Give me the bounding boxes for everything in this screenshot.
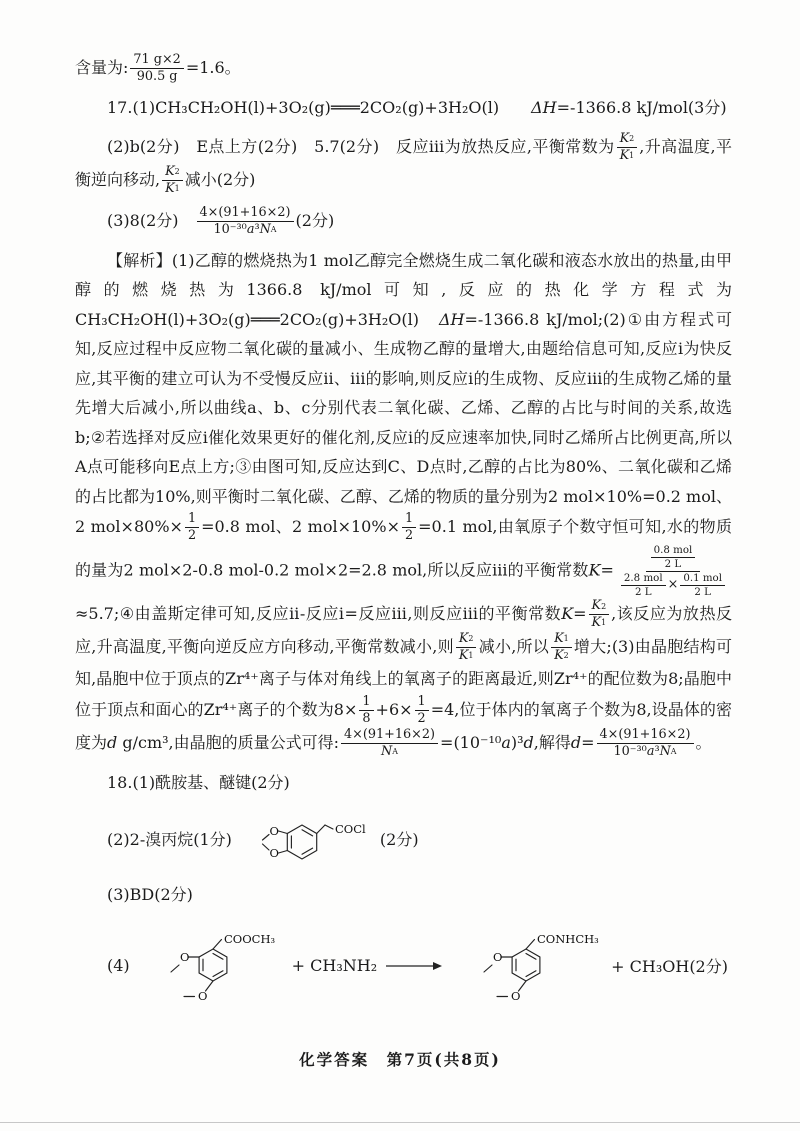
methyl-stub [484,965,492,972]
q18-answer-4-row [75,920,732,1012]
q18-answer-4-reagent: + CH₃NH₂ [291,956,378,976]
acyl-chloride-label: COCl [334,821,366,836]
dioxole-bond [278,831,287,834]
q18-answer-2-row [75,808,732,870]
q17-answer-3: (3)8(2分) 4×(91+16×2) 10⁻³⁰ a ³ N A (2分) [107,204,335,237]
q18-answer-2-text: (2)2-溴丙烷(1分) [107,830,232,850]
ester-group-label: COOCH₃ [223,931,275,946]
q18-answer-3: (3)BD(2分) [107,884,193,904]
oxygen-atom-label: O [197,988,208,1003]
amide-group-label: CONHCH₃ [537,931,599,946]
methyl-stub [171,965,179,972]
page-footer [0,1048,800,1070]
methylene-bond [317,825,325,834]
oxygen-atom-label: O [269,823,279,838]
page-footer-text: 化学答案 第7页(共8页) [299,1050,501,1069]
dioxole-bond [278,850,287,853]
analysis-paragraph: 【解析】(1)乙醇的燃烧热为1 mol乙醇完全燃烧生成二氧化碳和液态水放出的热量,由甲醇的燃烧热为1366.8 kJ/mol可知,反应的热化学方程式为CH₃CH₂OH(l)+3O₂(g)═══2CO₂(g)+3H₂O(l) ΔH=-1366.8 kJ/mol;(2)①由方程式可知,反应过程中反应物二氧化碳的量减小、生成物乙醇的量增大,由题给信息可知,反应ⅰ为快反应,其平衡的建立可认为不受慢反应ⅱ、ⅲ的影响,则反应ⅰ的生成物、反应ⅲ的生成物乙烯的量先增大后减小,所以曲线a、b、c分别代表二氧化碳、乙烯、乙醇的占比与时间的关系,故选b;②若选择对反应ⅰ催化效果更好的催化剂,反应ⅰ的反应速率加快,同时乙烯所占比例更高,所以A点可能移向E点上方;③由图可知,反应达到C、D点时,乙醇的占比为80%、二氧化碳和乙烯的占比都为10%,则平衡时二氧化碳、乙醇、乙烯的物质的量分别为2 mol×10%=0.2 mol、2 mol×80%× $\frac{1}{2}$ =0.8 mol、2 mol×10%× $\frac{1}{2}$ =0.1 mol,由氧原子个数守恒可知,水的物质的量为2 mol×2-0.8 mol-0.2 mol×2=2.8 mol,所以反应ⅲ的平衡常数K= 0.8 mol 2 L 2.8 mol 2 L × 0.1 mol 2 L ≈5.7;④由盖斯定律可知,反应ⅱ-反应ⅰ=反应ⅲ,则反应ⅲ的平衡常数K= K 2 K 1 ,该反应为放热反应,升高温度,平衡向逆反应方向移动,平衡常数减小,则 K 2 K 1 减小,所以 K 1 K 2 增大;(3)由晶胞结构可知,晶胞中位于顶点的Zr⁴⁺离子与体对角线上的氧离子的距离最近,则Zr⁴⁺的配位数为8;晶胞中位于顶点和面心的Zr⁴⁺离子的个数为8× $\frac{1}{8}$ +6× $\frac{1}{2}$ =4,位于体内的氧离子个数为8,设晶体的密度为d g/cm³,由晶胞的质量公式可得: 4×(91+16×2) N A =(10⁻¹⁰a)³d,解得d= 4×(91+16×2) 10⁻³⁰ a ³ N A 。 [75,250,732,759]
mass-fraction-result: 含量为: $\frac{71 g\times 2}{90.5 g}$ =1.6。 [75,52,241,84]
q18-answer-4-label: (4) [107,956,130,976]
methylene-bond [526,939,535,949]
oxygen-atom-label: O [179,949,190,964]
oxygen-atom-label: O [493,949,503,964]
page-bottom-rule [0,1122,800,1123]
reaction-arrow [385,960,443,972]
oxygen-atom-label: O [269,845,279,860]
methylene-bond [213,939,222,949]
methylene-bond [325,825,333,829]
q18-answer-1: 18.(1)酰胺基、醚键(2分) [107,772,290,792]
dimethoxyphenyl-ester-structure [138,920,284,1012]
dioxole-bond [262,834,269,840]
benzodioxole-acyl-chloride-structure [240,808,372,870]
oxygen-atom-label: O [511,988,521,1003]
q17-answer-2: (2)b(2分) E点上方(2分) 5.7(2分) 反应ⅲ为放热反应,平衡常数为 K 2 K 1 ,升高温度,平衡逆向移动, K 2 K 1 减小(2分) [75,130,732,196]
q18-answer-2-score: (2分) [379,830,419,850]
dimethoxyphenyl-amide-structure [451,920,603,1012]
q18-answer-4-product: + CH₃OH(2分) [611,957,728,977]
dioxole-bond [262,844,269,850]
q17-answer-1: 17.(1)CH₃CH₂OH(l)+3O₂(g)═══2CO₂(g)+3H₂O(l) ΔH=-1366.8 kJ/mol(3分) [107,97,727,117]
